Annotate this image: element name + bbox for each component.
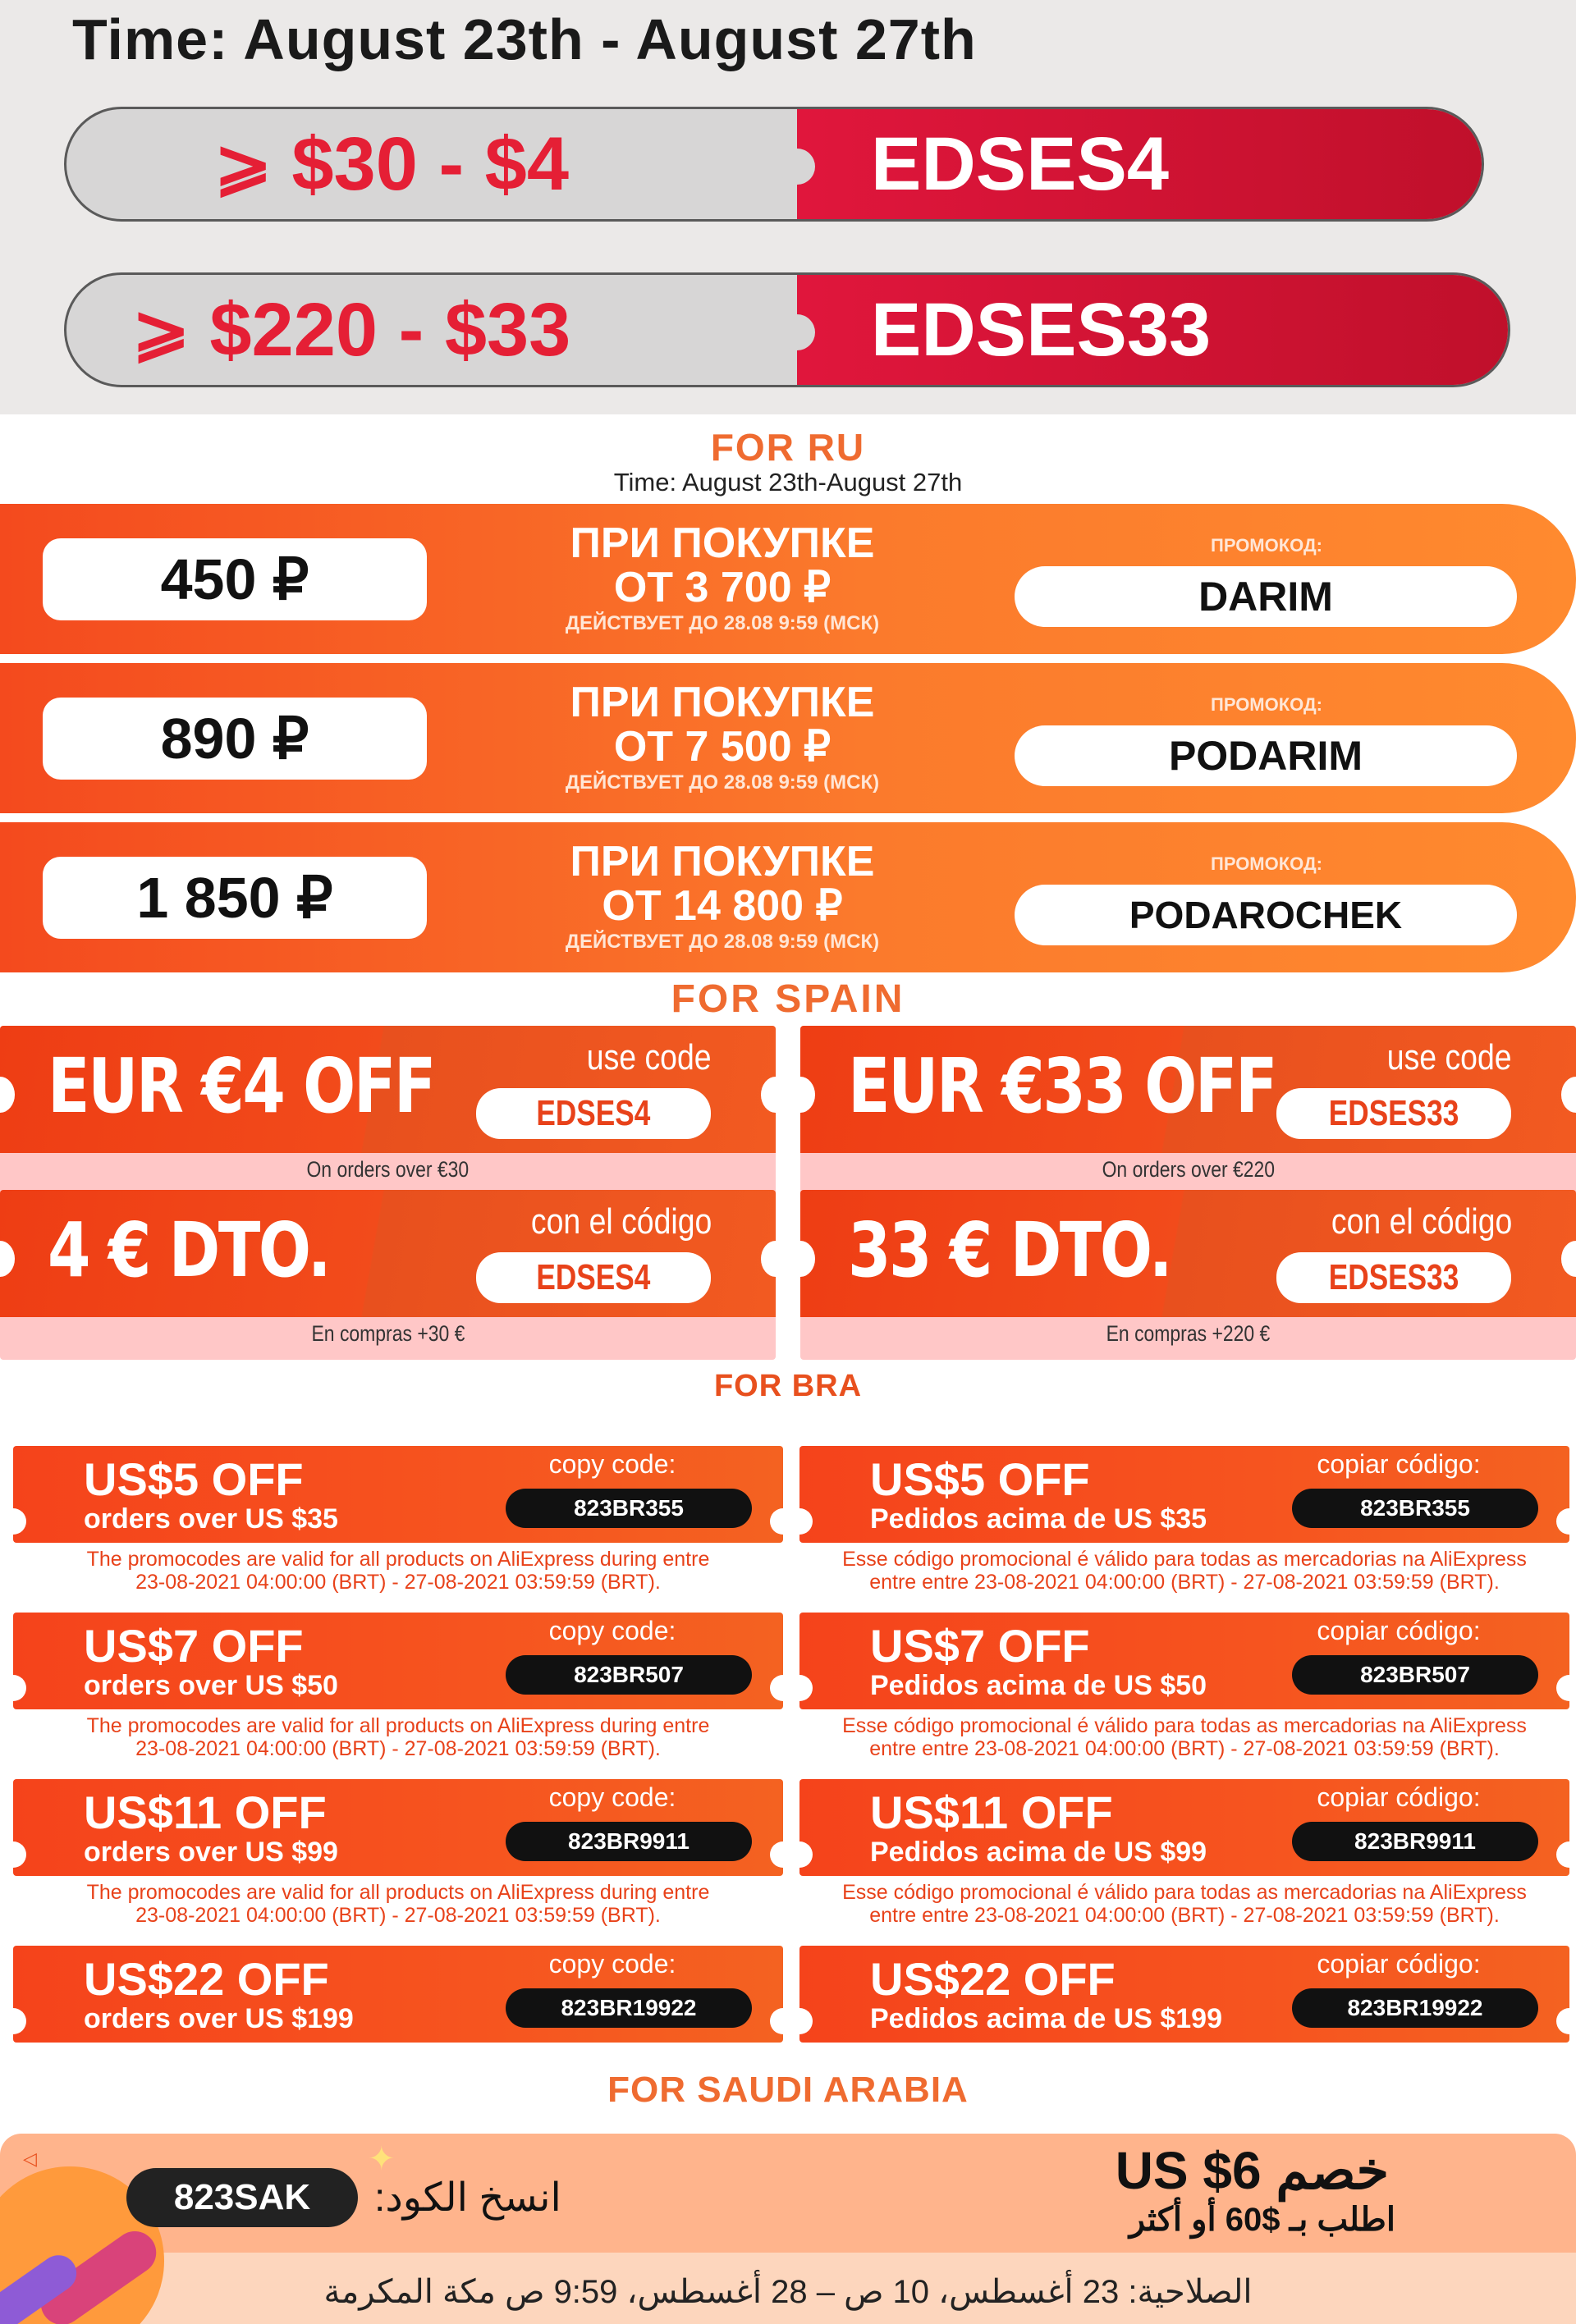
global-coupon-pill[interactable]: [64, 107, 1484, 222]
ru-discount-amount: 450 ₽: [43, 538, 427, 620]
spain-condition-text: En compras +30 €: [311, 1321, 465, 1346]
spain-coupon-card[interactable]: [800, 1026, 1576, 1196]
brazil-terms-dates: 23-08-2021 04:00:00 (BRT) - 27-08-2021 03:59:59 (BRT).: [135, 1737, 661, 1760]
ru-promo-banner[interactable]: [0, 822, 1576, 972]
brazil-discount: US$7 OFF: [870, 1620, 1090, 1672]
brazil-section-title: FOR BRA: [713, 1369, 863, 1403]
spain-promo-code[interactable]: [476, 1088, 711, 1139]
brazil-discount: US$5 OFF: [84, 1453, 304, 1505]
brazil-copy-label: copiar código:: [1317, 1449, 1481, 1479]
global-time-heading: Time: August 23th - August 27th: [72, 7, 977, 71]
spain-condition: [800, 1157, 1576, 1183]
ticket-notch: [786, 2008, 813, 2034]
spain-promo-code-text: EDSES33: [1328, 1257, 1459, 1297]
brazil-terms: Esse código promocional é válido para todas as mercadorias na AliExpress: [842, 1548, 1527, 1571]
spain-condition-text: On orders over €220: [1102, 1157, 1275, 1182]
saudi-copy-label: انسخ الكود:: [374, 2176, 561, 2220]
spain-discount: EUR €4 OFF: [48, 1042, 435, 1130]
brazil-discount: US$5 OFF: [870, 1453, 1090, 1505]
ru-condition-line2: ОТ 14 800 ₽: [602, 882, 843, 930]
ticket-notch: [1556, 1841, 1576, 1868]
brazil-condition: orders over US $99: [84, 1837, 338, 1868]
ticket-notch: [786, 1841, 813, 1868]
brazil-copy-label: copy code:: [548, 1782, 676, 1812]
brazil-condition: Pedidos acima de US $199: [870, 2003, 1222, 2034]
brazil-condition: Pedidos acima de US $35: [870, 1503, 1207, 1535]
spain-coupon-card[interactable]: [0, 1026, 776, 1196]
spain-promo-code[interactable]: [1276, 1088, 1511, 1139]
ru-section-title: FOR RU: [710, 426, 866, 469]
saudi-promo-code[interactable]: 823SAK: [126, 2168, 358, 2227]
brazil-terms: The promocodes are valid for all products on AliExpress during entre: [86, 1881, 710, 1904]
spain-condition-text: On orders over €30: [306, 1157, 470, 1182]
ru-time: Time: August 23th-August 27th: [613, 468, 963, 496]
brazil-condition: Pedidos acima de US $99: [870, 1837, 1207, 1868]
brazil-copy-label: copy code:: [548, 1949, 676, 1979]
brazil-promo-code[interactable]: 823BR9911: [1292, 1822, 1538, 1861]
spain-coupon-card[interactable]: [0, 1190, 776, 1360]
brazil-promo-code[interactable]: 823BR9911: [506, 1822, 752, 1861]
ru-condition-line2: ОТ 3 700 ₽: [613, 564, 832, 611]
brazil-coupon-card[interactable]: [799, 1613, 1569, 1760]
brazil-copy-label: copiar código:: [1317, 1949, 1481, 1979]
brazil-discount: US$7 OFF: [84, 1620, 304, 1672]
coupon-code[interactable]: EDSES4: [797, 109, 1482, 219]
spain-condition: [800, 1321, 1576, 1347]
brazil-promo-code[interactable]: 823BR19922: [1292, 1988, 1538, 2028]
ticket-notch: [1556, 2008, 1576, 2034]
saudi-discount: خصم US $6: [1115, 2141, 1389, 2200]
brazil-discount: US$11 OFF: [870, 1786, 1113, 1838]
spain-use-code-label: con el código: [530, 1201, 712, 1242]
ru-condition-line1: ПРИ ПОКУПКЕ: [570, 519, 875, 567]
ticket-notch: [0, 2008, 26, 2034]
saudi-condition: اطلب بـ $60 أو أكثر: [1129, 2202, 1395, 2238]
brazil-terms: Esse código promocional é válido para todas as mercadorias na AliExpress: [842, 1714, 1527, 1737]
brazil-copy-label: copiar código:: [1317, 1782, 1481, 1812]
global-coupon-section: [0, 0, 1576, 414]
brazil-discount: US$22 OFF: [870, 1953, 1116, 2005]
ru-promo-code[interactable]: DARIM: [1015, 566, 1517, 627]
ru-validity: ДЕЙСТВУЕТ ДО 28.08 9:59 (МСК): [565, 612, 880, 634]
ru-condition-line2: ОТ 7 500 ₽: [613, 723, 832, 771]
spain-condition: [0, 1321, 776, 1347]
ticket-notch: [0, 1675, 26, 1701]
spain-promo-code-text: EDSES33: [1328, 1093, 1459, 1133]
ru-condition-line1: ПРИ ПОКУПКЕ: [570, 838, 875, 885]
brazil-coupon-card[interactable]: [13, 1779, 783, 1927]
brazil-coupon-card[interactable]: [799, 1446, 1569, 1594]
greater-equal-icon: ⩾: [132, 291, 190, 368]
ticket-notch: [786, 1508, 813, 1535]
ru-promo-label: ПРОМОКОД:: [1211, 694, 1322, 715]
brazil-terms: The promocodes are valid for all products on AliExpress during entre: [86, 1714, 710, 1737]
spain-coupon-card[interactable]: [800, 1190, 1576, 1360]
coupon-code[interactable]: EDSES33: [797, 275, 1508, 385]
ticket-notch: [0, 1508, 26, 1535]
ru-discount-amount: 890 ₽: [43, 698, 427, 780]
brazil-coupon-card[interactable]: [13, 1613, 783, 1760]
brazil-coupon-card[interactable]: [13, 1446, 783, 1594]
spain-promo-code-text: EDSES4: [536, 1093, 651, 1133]
ru-validity: ДЕЙСТВУЕТ ДО 28.08 9:59 (МСК): [565, 771, 880, 794]
triangle-icon: ◁: [23, 2148, 37, 2169]
brazil-terms: Esse código promocional é válido para todas as mercadorias na AliExpress: [842, 1881, 1527, 1904]
ticket-notch: [1556, 1675, 1576, 1701]
sparkle-icon: ✦: [368, 2141, 396, 2177]
ru-validity: ДЕЙСТВУЕТ ДО 28.08 9:59 (МСК): [565, 931, 880, 953]
ru-promo-banner[interactable]: [0, 663, 1576, 813]
spain-discount: 33 € DTO.: [848, 1206, 1171, 1294]
saudi-section-title: FOR SAUDI ARABIA: [607, 2070, 969, 2110]
greater-equal-icon: ⩾: [214, 126, 273, 203]
brazil-condition: Pedidos acima de US $50: [870, 1670, 1207, 1701]
brazil-terms-dates: entre entre 23-08-2021 04:00:00 (BRT) - 27-08-2021 03:59:59 (BRT).: [869, 1571, 1500, 1594]
brazil-terms-dates: entre entre 23-08-2021 04:00:00 (BRT) - 27-08-2021 03:59:59 (BRT).: [869, 1904, 1500, 1927]
brazil-promo-code[interactable]: 823BR355: [1292, 1489, 1538, 1528]
saudi-validity: الصلاحية: 23 أغسطس، 10 ص – 28 أغسطس، 9:59 ص مكة المكرمة: [323, 2274, 1253, 2310]
spain-use-code-label: use code: [1387, 1037, 1512, 1077]
spain-condition-text: En compras +220 €: [1106, 1321, 1271, 1346]
spain-promo-code[interactable]: [476, 1252, 711, 1303]
coupon-threshold: [66, 275, 797, 385]
spain-use-code-label: use code: [587, 1037, 712, 1077]
brazil-promo-code[interactable]: 823BR19922: [506, 1988, 752, 2028]
brazil-terms: The promocodes are valid for all products on AliExpress during entre: [86, 1548, 710, 1571]
brazil-copy-label: copiar código:: [1317, 1616, 1481, 1645]
coupon-threshold: [66, 109, 797, 219]
brazil-discount: US$11 OFF: [84, 1786, 327, 1838]
ticket-notch: [1556, 1508, 1576, 1535]
spain-discount: 4 € DTO.: [48, 1206, 330, 1294]
ticket-notch: [786, 1675, 813, 1701]
ru-promo-banner[interactable]: [0, 504, 1576, 654]
saudi-coupon-card[interactable]: [0, 2134, 1576, 2324]
brazil-promo-code[interactable]: 823BR355: [506, 1489, 752, 1528]
brazil-terms-dates: 23-08-2021 04:00:00 (BRT) - 27-08-2021 03:59:59 (BRT).: [135, 1904, 661, 1927]
ru-promo-label: ПРОМОКОД:: [1211, 853, 1322, 874]
brazil-discount: US$22 OFF: [84, 1953, 329, 2005]
brazil-copy-label: copy code:: [548, 1616, 676, 1645]
brazil-condition: orders over US $35: [84, 1503, 338, 1535]
ru-discount-amount: 1 850 ₽: [43, 857, 427, 939]
brazil-promo-code[interactable]: 823BR507: [506, 1655, 752, 1695]
global-coupon-pill[interactable]: [64, 272, 1510, 387]
brazil-condition: orders over US $199: [84, 2003, 354, 2034]
brazil-promo-code[interactable]: 823BR507: [1292, 1655, 1538, 1695]
coupon-range: $220 - $33: [209, 287, 571, 372]
coupon-range: $30 - $4: [291, 121, 569, 206]
spain-discount: EUR €33 OFF: [848, 1042, 1276, 1130]
spain-promo-code[interactable]: [1276, 1252, 1511, 1303]
ru-promo-code[interactable]: PODAROCHEK: [1015, 885, 1517, 945]
ru-promo-code[interactable]: PODARIM: [1015, 725, 1517, 786]
spain-promo-code-text: EDSES4: [536, 1257, 651, 1297]
spain-condition: [0, 1157, 776, 1183]
brazil-copy-label: copy code:: [548, 1449, 676, 1479]
brazil-terms-dates: entre entre 23-08-2021 04:00:00 (BRT) - 27-08-2021 03:59:59 (BRT).: [869, 1737, 1500, 1760]
brazil-condition: orders over US $50: [84, 1670, 338, 1701]
brazil-coupon-card[interactable]: [799, 1779, 1569, 1927]
ticket-notch: [0, 1841, 26, 1868]
ru-condition-line1: ПРИ ПОКУПКЕ: [570, 679, 875, 726]
spain-use-code-label: con el código: [1331, 1201, 1512, 1242]
brazil-terms-dates: 23-08-2021 04:00:00 (BRT) - 27-08-2021 03:59:59 (BRT).: [135, 1571, 661, 1594]
spain-section-title: FOR SPAIN: [671, 977, 905, 1021]
ru-promo-label: ПРОМОКОД:: [1211, 535, 1322, 556]
